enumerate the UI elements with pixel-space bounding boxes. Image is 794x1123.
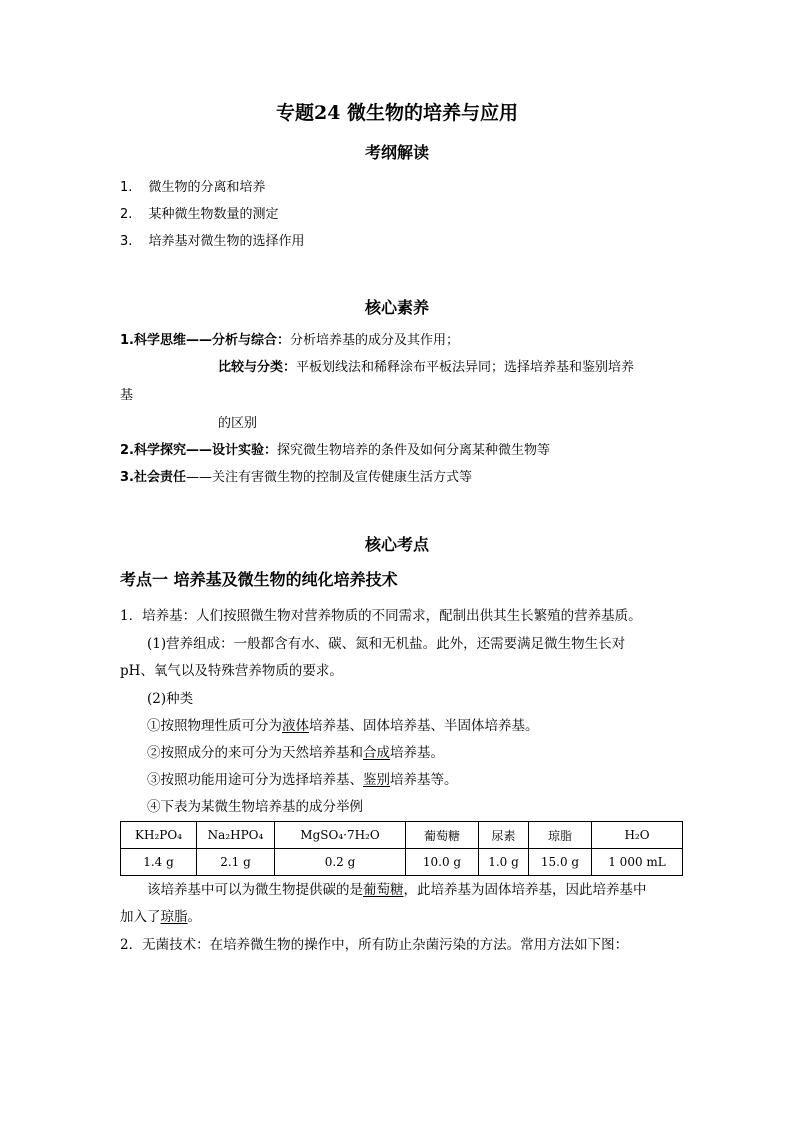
- medium-composition-table: [120, 821, 683, 876]
- literacy-text: 分析培养基的成分及其作用；: [289, 333, 459, 348]
- literacy-label: 比较与分类：: [218, 360, 297, 375]
- classification-item: [147, 768, 458, 788]
- syllabus-heading: 考纲解读: [364, 143, 429, 162]
- literacy-line: [120, 466, 472, 485]
- paragraph: 2．无菌技术：在培养微生物的操作中，所有防止杂菌污染的方法。常用方法如下图：: [120, 937, 629, 953]
- table-header-cell: H₂O: [592, 822, 683, 849]
- syllabus-item-text: 某种微生物数量的测定: [148, 207, 279, 222]
- underlined-answer: 葡萄糖: [363, 882, 404, 898]
- text-span: 加入了: [120, 909, 161, 925]
- classification-item: [147, 741, 444, 761]
- syllabus-item-text: 培养基对微生物的选择作用: [148, 234, 305, 249]
- text-span: 培养基等。: [390, 772, 458, 788]
- paragraph: (2)种类: [147, 691, 194, 707]
- syllabus-item: [120, 230, 305, 249]
- table-cell: 1 000 mL: [592, 849, 683, 876]
- syllabus-item: [120, 203, 279, 222]
- table-cell: 0.2 g: [275, 849, 406, 876]
- table-header-cell: Na₂HPO₄: [197, 822, 275, 849]
- table-cell: 15.0 g: [529, 849, 592, 876]
- table-cell: 1.0 g: [479, 849, 529, 876]
- table-header-row: [121, 822, 683, 849]
- table-header-cell: KH₂PO₄: [121, 822, 197, 849]
- literacy-line: [120, 439, 550, 458]
- text-span: ③按照功能用途可分为选择培养基、: [147, 772, 363, 788]
- classification-item: ④下表为某微生物培养基的成分举例: [147, 799, 363, 815]
- table-row: [121, 849, 683, 876]
- text-span: ①按照物理性质可分为: [147, 718, 282, 734]
- text-span: ，此培养基为固体培养基，因此培养基中: [403, 882, 647, 898]
- underlined-answer: 鉴别: [363, 772, 390, 788]
- text-span: 培养基。: [390, 745, 444, 761]
- literacy-heading: 核心素养: [364, 298, 429, 317]
- paragraph: 1．培养基：人们按照微生物对营养物质的不同需求，配制出供其生长繁殖的营养基质。: [120, 608, 642, 624]
- paragraph: [147, 878, 647, 898]
- literacy-line: [218, 356, 634, 375]
- underlined-answer: 液体: [282, 718, 309, 734]
- table-header-cell: 尿素: [479, 822, 529, 849]
- table-header-cell: 琼脂: [529, 822, 592, 849]
- literacy-label: 1.科学思维——分析与综合：: [120, 333, 290, 348]
- table-cell: 10.0 g: [406, 849, 479, 876]
- literacy-label: 2.科学探究——设计实验：: [120, 443, 277, 458]
- literacy-text: ——关注有害微生物的控制及宣传健康生活方式等: [185, 470, 472, 485]
- underlined-answer: 合成: [363, 745, 390, 761]
- paragraph: pH、氧气以及特殊营养物质的要求。: [120, 663, 343, 679]
- text-span: 培养基、固体培养基、半固体培养基。: [309, 718, 539, 734]
- page-title: 专题24 微生物的培养与应用: [275, 102, 519, 124]
- classification-item: [147, 714, 539, 734]
- table-header-cell: MgSO₄·7H₂O: [275, 822, 406, 849]
- literacy-text: 的区别: [218, 416, 258, 431]
- table-cell: 1.4 g: [121, 849, 197, 876]
- syllabus-item-text: 微生物的分离和培养: [148, 180, 266, 195]
- text-span: ②按照成分的来可分为天然培养基和: [147, 745, 363, 761]
- underlined-answer: 琼脂: [160, 909, 188, 925]
- table-cell: 2.1 g: [197, 849, 275, 876]
- text-span: 。: [187, 909, 201, 925]
- syllabus-item: [120, 176, 266, 195]
- text-span: 该培养基中可以为微生物提供碳的是: [147, 882, 363, 898]
- paragraph: [120, 905, 201, 925]
- core-heading: 核心考点: [364, 535, 429, 554]
- literacy-text: 探究微生物培养的条件及如何分离某种微生物等: [276, 443, 550, 458]
- section-heading: 考点一 培养基及微生物的纯化培养技术: [120, 570, 398, 589]
- syllabus-item-number: 2.: [120, 207, 133, 222]
- syllabus-item-number: 3.: [120, 234, 133, 249]
- paragraph: (1)营养组成：一般都含有水、碳、氮和无机盐。此外，还需要满足微生物生长对: [147, 636, 626, 652]
- literacy-text: 平板划线法和稀释涂布平板法异同；选择培养基和鉴别培养: [296, 360, 635, 375]
- literacy-wrap-text: 基: [120, 388, 134, 403]
- literacy-line: [120, 329, 459, 348]
- literacy-label: 3.社会责任: [120, 470, 186, 485]
- table-header-cell: 葡萄糖: [406, 822, 479, 849]
- syllabus-item-number: 1.: [120, 180, 133, 195]
